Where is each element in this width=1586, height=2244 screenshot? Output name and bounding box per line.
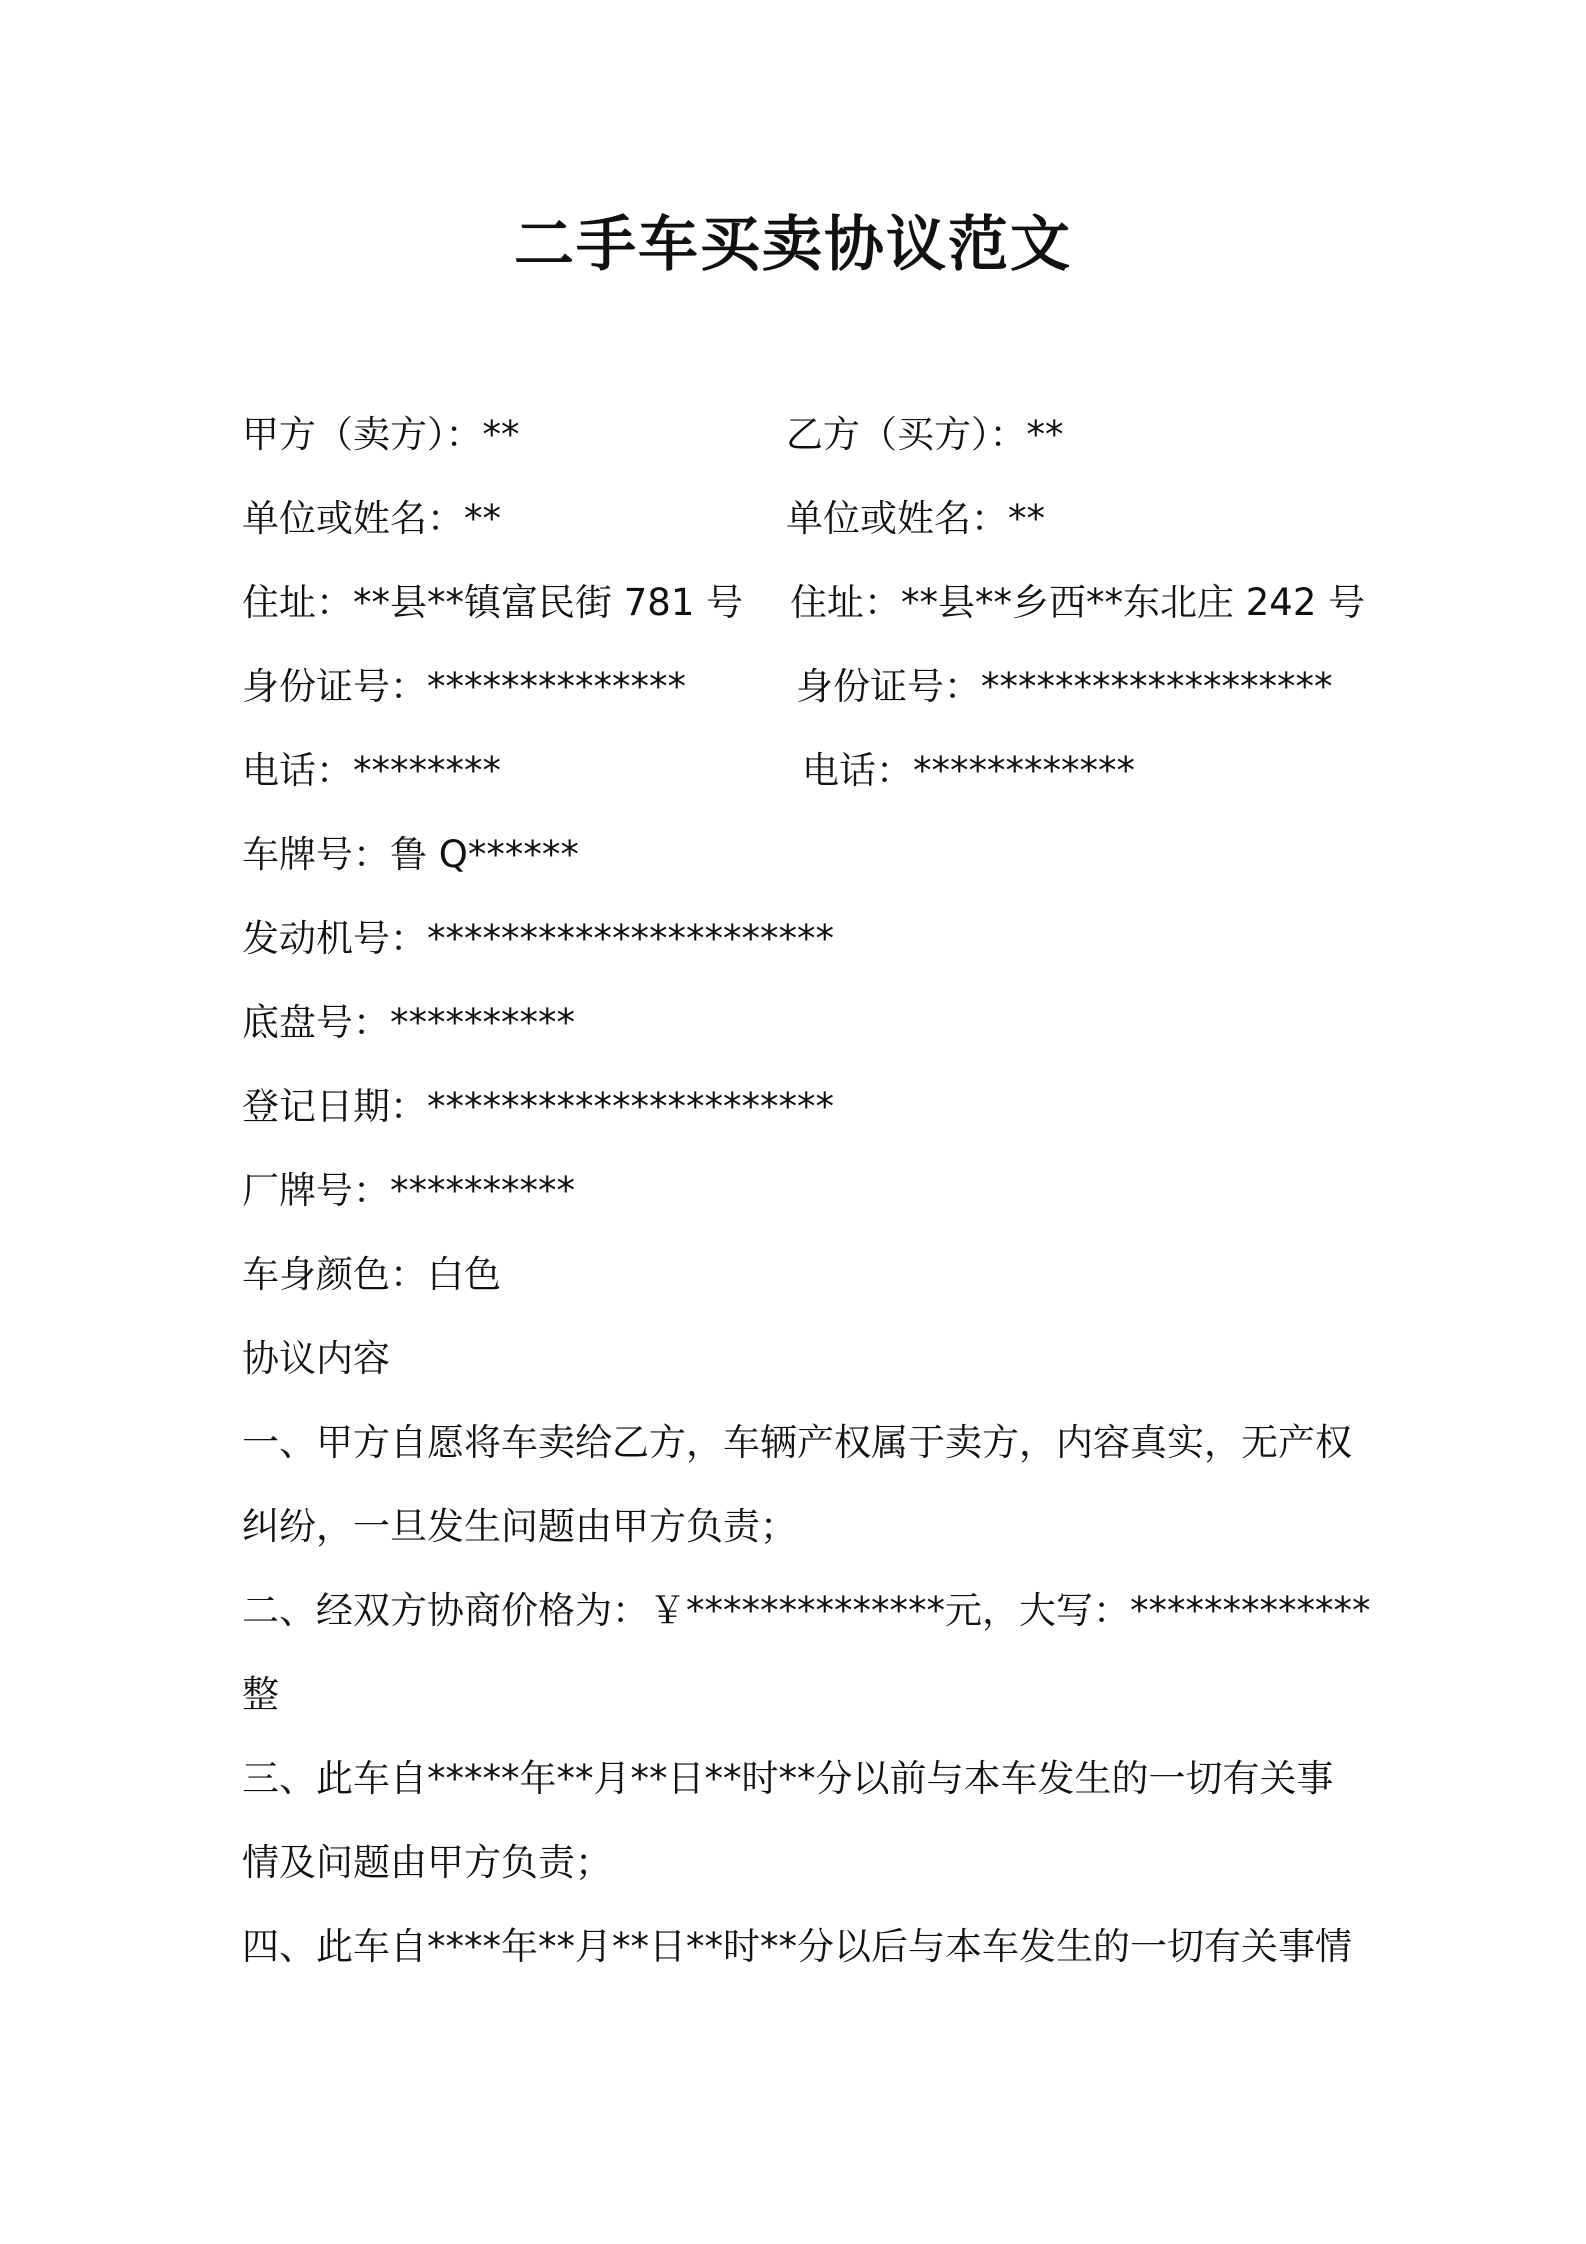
party-b-phone: 电话：************ <box>802 749 1135 792</box>
clause-line: 三、此车自*****年**月**日**时**分以前与本车发生的一切有关事 <box>242 1757 1334 1800</box>
party-a-id-number: 身份证号：************** <box>242 665 686 708</box>
clause-line: 四、此车自****年**月**日**时**分以后与本车发生的一切有关事情 <box>242 1925 1352 1968</box>
document-title: 二手车买卖协议范文 <box>514 210 1072 280</box>
vehicle-registration-date: 登记日期：********************** <box>242 1085 834 1128</box>
vehicle-factory-plate: 厂牌号：********** <box>242 1169 575 1212</box>
party-b-id-number: 身份证号：******************* <box>796 665 1333 708</box>
party-a-name: 单位或姓名：** <box>242 497 501 540</box>
vehicle-engine-number: 发动机号：********************** <box>242 917 834 960</box>
clause-line: 纠纷，一旦发生问题由甲方负责； <box>242 1505 797 1548</box>
vehicle-color: 车身颜色：白色 <box>242 1253 501 1296</box>
party-b-label: 乙方（买方）：** <box>786 413 1064 456</box>
clause-line: 二、经双方协商价格为：￥**************元，大写：************* <box>242 1589 1371 1632</box>
clause-line: 一、甲方自愿将车卖给乙方，车辆产权属于卖方，内容真实，无产权 <box>242 1421 1352 1464</box>
agreement-heading: 协议内容 <box>242 1337 390 1380</box>
party-b-name: 单位或姓名：** <box>786 497 1045 540</box>
vehicle-chassis-number: 底盘号：********** <box>242 1001 575 1044</box>
party-a-address: 住址：**县**镇富民街 781 号 <box>242 581 744 624</box>
clause-line: 整 <box>242 1673 279 1716</box>
vehicle-plate: 车牌号：鲁 Q****** <box>242 833 579 876</box>
party-b-address: 住址：**县**乡西**东北庄 242 号 <box>790 581 1366 624</box>
clause-line: 情及问题由甲方负责； <box>242 1841 612 1884</box>
party-a-phone: 电话：******** <box>242 749 501 792</box>
party-a-label: 甲方（卖方）：** <box>242 413 520 456</box>
